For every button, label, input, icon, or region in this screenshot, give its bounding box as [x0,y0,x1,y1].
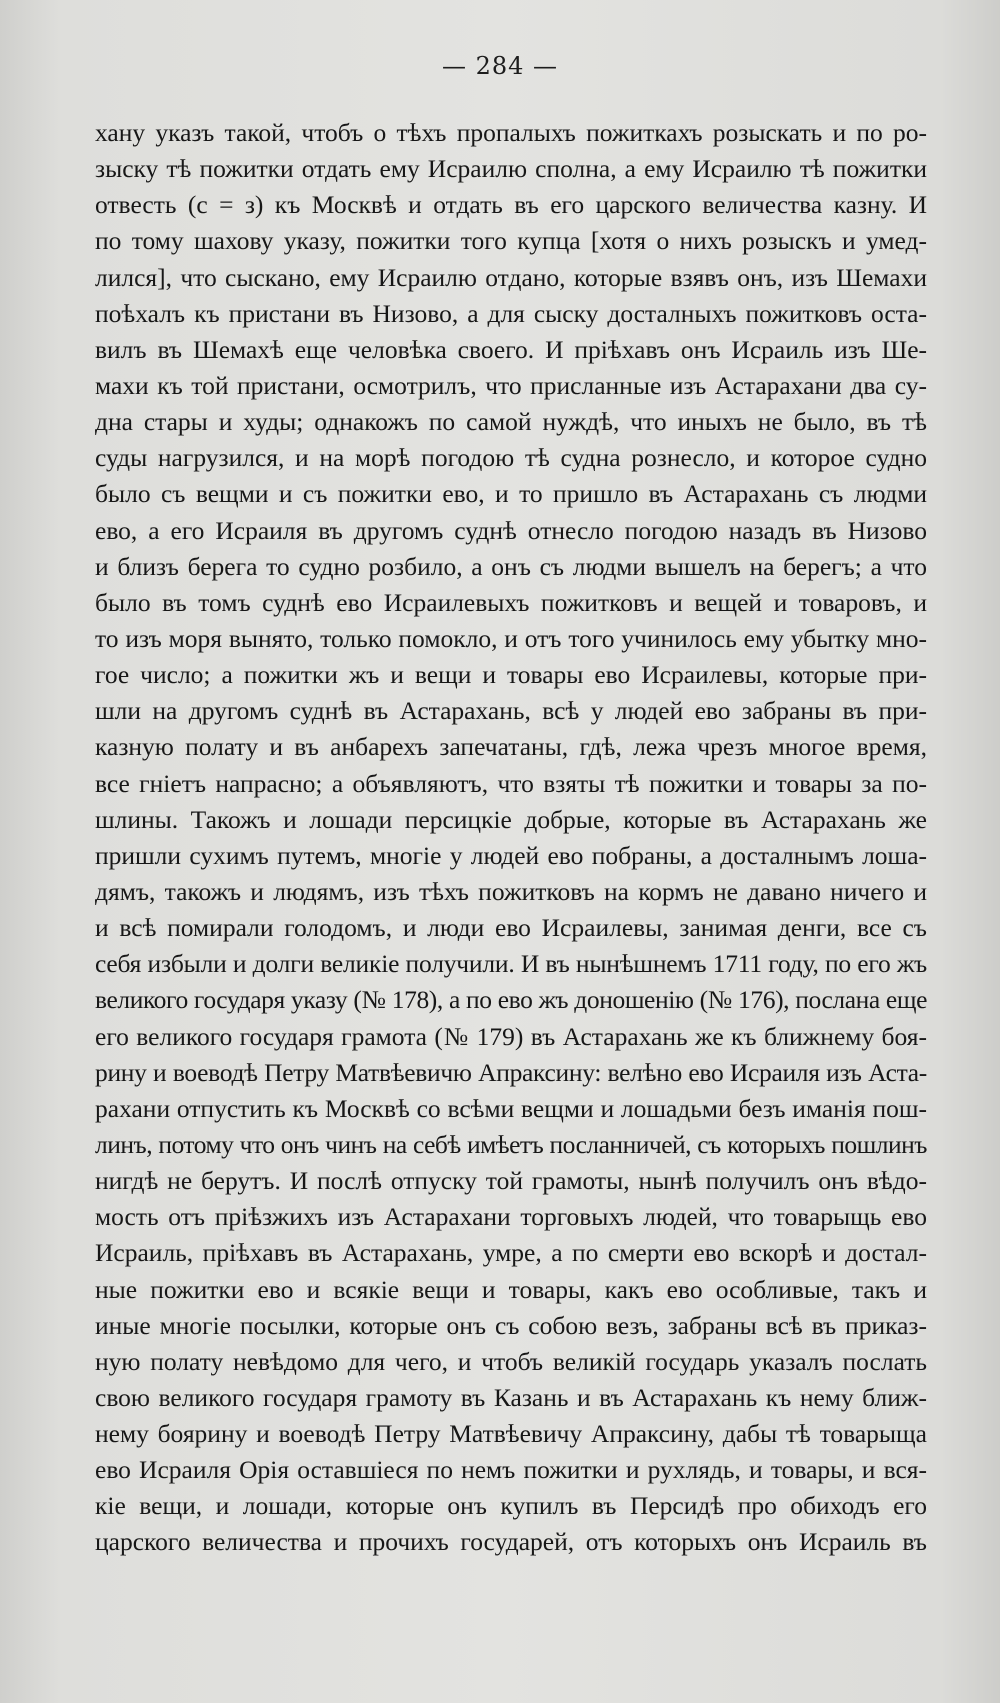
text-line: лился], что сыскано, ему Исраилю отдано, которые взявъ онъ, изъ Шемахи [95,262,927,292]
text-line: дна стары и худы; однакожъ по самой нуждѣ, что иныхъ не было, въ тѣ [95,407,927,437]
text-line: рахани отпустить къ Москвѣ со всѣми вещми и лошадьми безъ иманія пош- [95,1093,927,1123]
text-line: линъ, потому что онъ чинъ на себѣ имѣетъ посланничей, съ которыхъ пошлинъ [95,1129,927,1159]
text-line: иные многіе посылки, которые онъ съ собою везъ, забраны всѣ въ приказ- [95,1310,927,1340]
text-line: кіе вещи, и лошади, которые онъ купилъ въ Персидѣ про обиходъ его [95,1491,927,1521]
text-line: то изъ моря вынято, только помокло, и отъ того учинилось ему убытку мно- [95,623,927,653]
text-line: себя избыли и долги великіе получили. И въ нынѣшнемъ 1711 году, по его жъ [95,949,927,979]
text-line: было въ томъ суднѣ ево Исраилевыхъ пожитковъ и вещей и товаровъ, и [95,587,927,617]
text-line: гое число; а пожитки жъ и вещи и товары ево Исраилевы, которые при- [95,660,927,690]
body-text [95,115,927,1561]
text-line: поѣхалъ къ пристани въ Низово, а для сыску досталныхъ пожитковъ оста- [95,298,927,328]
text-line: свою великого государя грамоту въ Казань и въ Астарахань къ нему ближ- [95,1382,927,1412]
text-line: мость отъ пріѣзжихъ изъ Астарахани торговыхъ людей, что товарыщь ево [95,1202,927,1232]
text-line: все гніетъ напрасно; а объявляютъ, что взяты тѣ пожитки и товары за по- [95,768,927,798]
text-line: вилъ въ Шемахѣ еще человѣка своего. И пріѣхавъ онъ Исраиль изъ Ше- [95,334,927,364]
text-line: нигдѣ не берутъ. И послѣ отпуску той грамоты, нынѣ получилъ онъ вѣдо- [95,1166,927,1196]
text-line: шлины. Такожъ и лошади персицкіе добрые, которые въ Астарахань же [95,804,927,834]
text-line: и всѣ помирали голодомъ, и люди ево Исраилевы, занимая денги, все съ [95,913,927,943]
text-line: по тому шахову указу, пожитки того купца [хотя о нихъ розыскъ и умед- [95,226,927,256]
text-line: шли на другомъ суднѣ въ Астарахань, всѣ у людей ево забраны въ при- [95,696,927,726]
text-line: отвесть (с = з) къ Москвѣ и отдать въ его царского величества казну. И [95,190,927,220]
text-line: великого государя указу (№ 178), а по ево жъ доношенію (№ 176), послана еще [95,985,927,1015]
text-line: казную полату и въ анбарехъ запечатаны, гдѣ, лежа чрезъ многое время, [95,732,927,762]
text-line: махи къ той пристани, осмотрилъ, что присланные изъ Астарахани два су- [95,370,927,400]
text-line: его великого государя грамота (№ 179) въ Астарахань же къ ближнему боя- [95,1021,927,1051]
text-line: зыску тѣ пожитки отдать ему Исраилю сполна, а ему Исраилю тѣ пожитки [95,154,927,184]
text-line: и близъ берега то судно розбило, а онъ съ людми вышелъ на берегъ; а что [95,551,927,581]
text-line: ные пожитки ево и всякіе вещи и товары, какъ ево особливые, такъ и [95,1274,927,1304]
text-line: Исраиль, пріѣхавъ въ Астарахань, умре, а по смерти ево вскорѣ и достал- [95,1238,927,1268]
text-line: хану указъ такой, чтобъ о тѣхъ пропалыхъ пожиткахъ розыскать и по ро- [95,118,927,147]
text-line: ево, а его Исраиля въ другомъ суднѣ отнесло погодою назадъ въ Низово [95,515,927,545]
text-line: нему боярину и воеводѣ Петру Матвѣевичу Апраксину, дабы тѣ товарыща [95,1419,927,1449]
text-line: дямъ, такожъ и людямъ, изъ тѣхъ пожитковъ на кормъ не давано ничего и [95,876,927,906]
text-line: ево Исраиля Орія оставшіеся по немъ пожитки и рухлядь, и товары, и вся- [95,1455,927,1485]
text-line: было съ вещми и съ пожитки ево, и то пришло въ Астарахань съ людми [95,479,927,509]
text-line: ную полату невѣдомо для чего, и чтобъ великій государь указалъ послать [95,1346,927,1376]
text-line: царского величества и прочихъ государей, отъ которыхъ онъ Исраиль въ [95,1527,927,1557]
text-line: суды нагрузился, и на морѣ погодою тѣ судна рознесло, и которое судно [95,443,927,473]
text-line: пришли сухимъ путемъ, многіе у людей ево побраны, а досталнымъ лоша- [95,840,927,870]
page-number: — 284 — [441,52,559,80]
text-line: рину и воеводѣ Петру Матвѣевичю Апраксину: велѣно ево Исраиля изъ Аста- [95,1057,927,1087]
